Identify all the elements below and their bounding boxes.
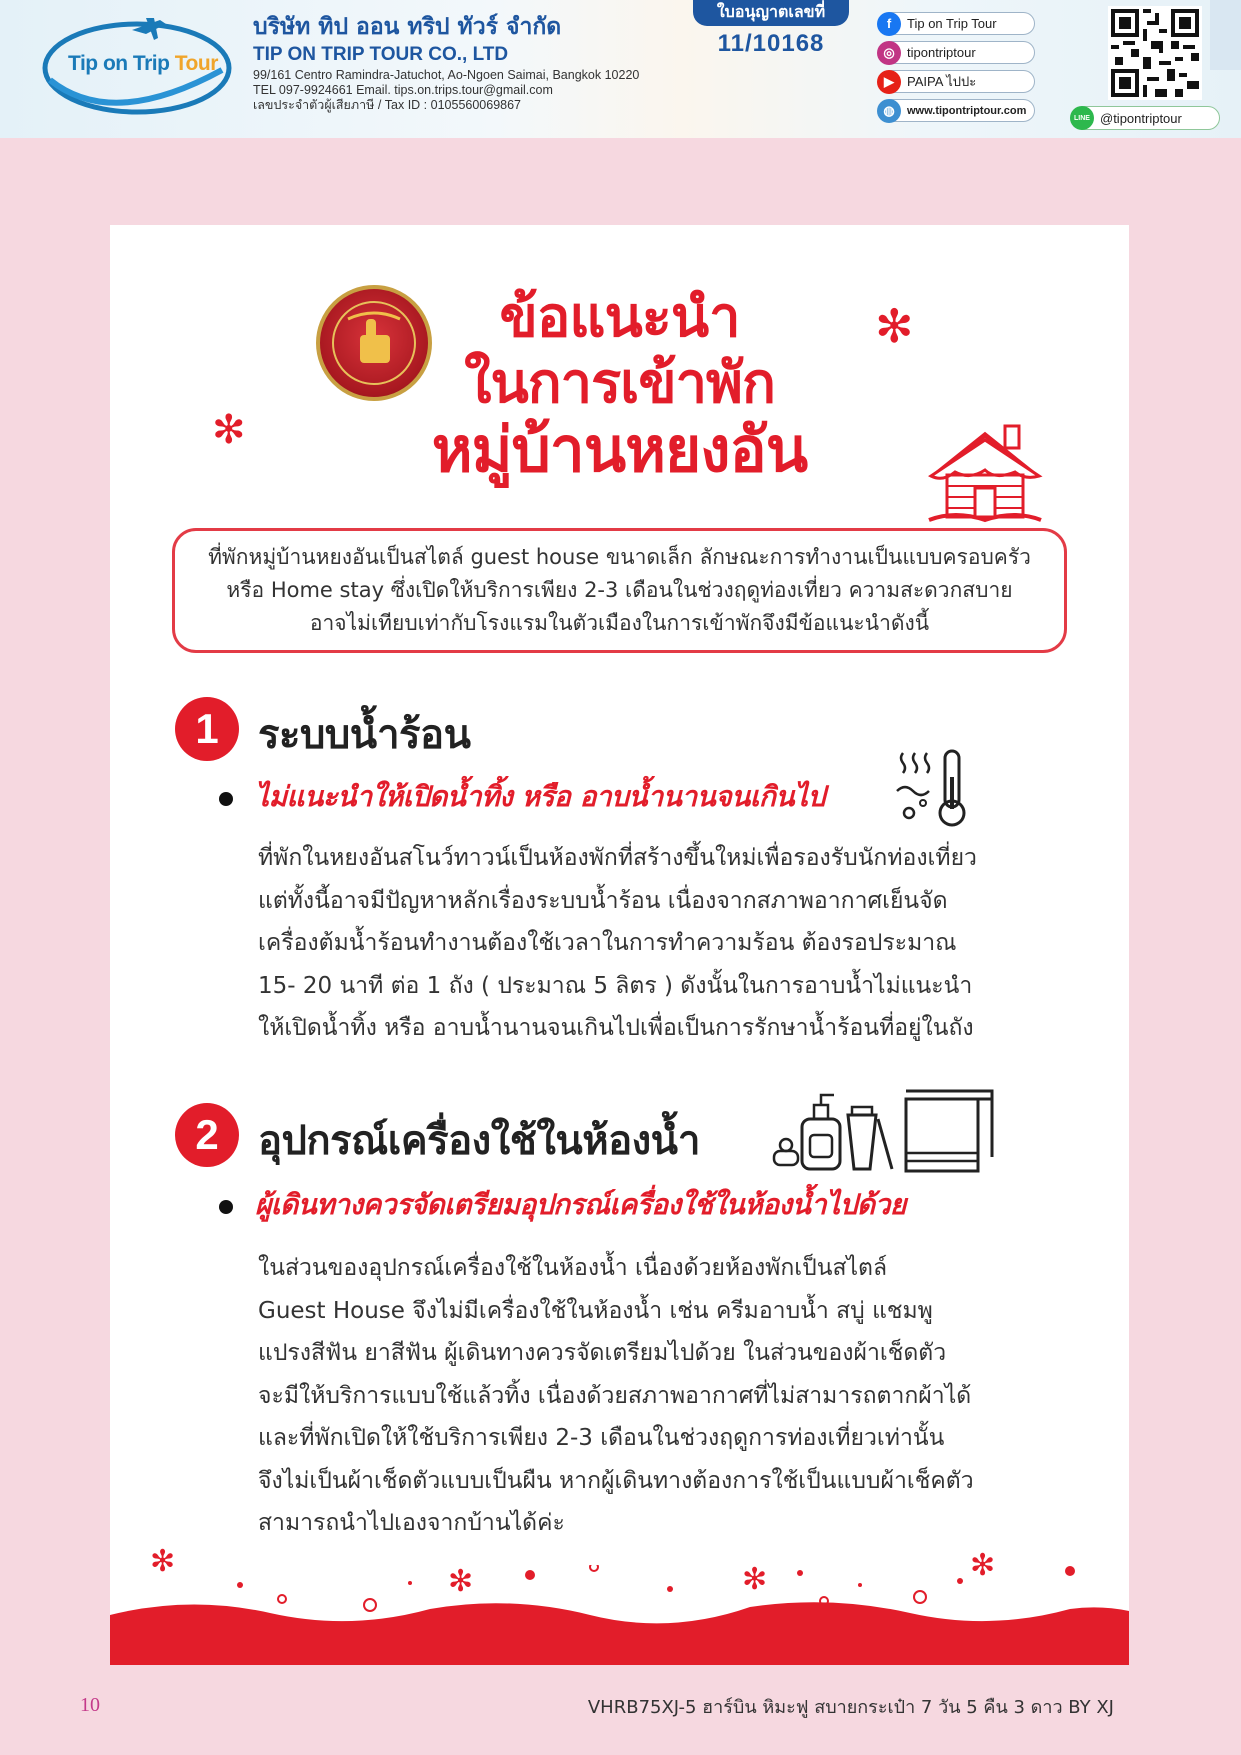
poster-title-line-2: ในการเข้าพัก: [464, 351, 775, 416]
section-1-body: [258, 837, 977, 1050]
snowflake-icon: ✻: [742, 1562, 768, 1597]
youtube-link[interactable]: [880, 70, 1035, 93]
youtube-icon: ▶: [877, 70, 901, 94]
qr-code: [1108, 6, 1202, 100]
line-label: @tipontriptour: [1100, 110, 1182, 126]
body-line: Guest House จึงไม่มีเครื่องใช้ในห้องน้ำ เช่น ครีมอาบน้ำ สบู่ แชมพู: [258, 1297, 933, 1324]
youtube-label: PAIPA ไปปะ: [907, 74, 977, 89]
advice-poster: [110, 225, 1129, 1665]
license-label: ใบอนุญาตเลขที่: [693, 0, 849, 26]
section-2-body: [258, 1247, 974, 1545]
body-line: ในส่วนของอุปกรณ์เครื่องใช้ในห้องน้ำ เนื่องด้วยห้องพักเป็นสไตล์: [258, 1255, 888, 1281]
body-line: แปรงสีฟัน ยาสีฟัน ผู้เดินทางควรจัดเตรียมไปด้วย ในส่วนของผ้าเช็ดตัว: [258, 1340, 947, 1366]
company-address: 99/161 Centro Ramindra-Jatuchot, Ao-Ngoen Saimai, Bangkok 10220: [253, 68, 640, 82]
body-line: จะมีให้บริการแบบใช้แล้วทิ้ง เนื่องด้วยสภาพอากาศที่ไม่สามารถตากผ้าได้: [258, 1382, 972, 1409]
footer-program-title: VHRB75XJ-5 ฮาร์บิน หิมะฟู สบายกระเป๋า 7 วัน 5 คืน 3 ดาว BY XJ: [587, 1697, 1114, 1718]
web-icon: ◍: [877, 99, 901, 123]
line-link[interactable]: [1072, 106, 1220, 130]
instagram-label: tipontriptour: [907, 45, 976, 60]
company-info: [253, 12, 693, 113]
header-edge-tab: [1210, 0, 1241, 70]
license-block: [693, 0, 849, 64]
snowflake-icon: ✻: [212, 407, 246, 453]
body-line: เครื่องต้มน้ำร้อนทำงานต้องใช้เวลาในการทำความร้อน ต้องรอประมาณ: [258, 930, 957, 956]
website-link[interactable]: [880, 99, 1035, 122]
company-name-english: TIP ON TRIP TOUR CO., LTD: [253, 44, 509, 65]
website-label: www.tipontriptour.com: [907, 104, 1027, 117]
section-1-bullet: ไม่แนะนำให้เปิดน้ำทิ้ง หรือ อาบน้ำนานจนเกินไป: [255, 775, 825, 819]
license-number: 11/10168: [717, 30, 825, 57]
body-line: แต่ทั้งนี้อาจมีปัญหาหลักเรื่องระบบน้ำร้อน เนื่องจากสภาพอากาศเย็นจัด: [258, 887, 948, 914]
social-links: [880, 12, 1035, 128]
body-line: จึงไม่เป็นผ้าเช็ดตัวแบบเป็นผืน หากผู้เดินทางต้องการใช้เป็นแบบผ้าเช็คตัว: [258, 1467, 974, 1494]
section-2-number: 2: [175, 1103, 239, 1167]
qr-code-icon: [1111, 9, 1199, 97]
facebook-label: Tip on Trip Tour: [907, 16, 997, 31]
intro-line: อาจไม่เทียบเท่ากับโรงแรมในตัวเมืองในการเข้าพักจึงมีข้อแนะนำดังนี้: [309, 611, 930, 635]
intro-line: ที่พักหมู่บ้านหยงอันเป็นสไตล์ guest house ขนาดเล็ก ลักษณะการทำงานเป็นแบบครอบครัว: [208, 545, 1031, 569]
body-line: และที่พักเปิดให้ใช้บริการเพียง 2-3 เดือนในช่วงฤดูการท่องเที่ยวเท่านั้น: [258, 1425, 945, 1451]
facebook-icon: f: [877, 12, 901, 36]
intro-box: [172, 528, 1067, 653]
body-line: 15- 20 นาที ต่อ 1 ถัง ( ประมาณ 5 ลิตร ) ดังนั้นในการอาบน้ำไม่แนะนำ: [258, 972, 973, 999]
bathroom-items-icon: [772, 1085, 1012, 1175]
section-1-title: ระบบน้ำร้อน: [258, 712, 471, 758]
thermometer-icon: [895, 747, 975, 833]
company-logo: [42, 10, 232, 120]
company-name-thai: บริษัท ทิป ออน ทริป ทัวร์ จำกัด: [253, 14, 562, 40]
facebook-link[interactable]: [880, 12, 1035, 35]
section-1-number: 1: [175, 697, 239, 761]
snowflake-icon: ✻: [150, 1544, 176, 1579]
logo-text-accent: Tour: [174, 52, 218, 75]
intro-line: หรือ Home stay ซึ่งเปิดให้บริการเพียง 2-3 เดือนในช่วงฤดูท่องเที่ยว ความสะดวกสบาย: [226, 578, 1013, 602]
instagram-icon: ◎: [877, 41, 901, 65]
page-header: [0, 0, 1241, 138]
poster-title-line-3: หมู่บ้านหยงอัน: [431, 413, 808, 486]
instagram-link[interactable]: [880, 41, 1035, 64]
snowflake-icon: ✻: [448, 1564, 474, 1599]
body-line: ให้เปิดน้ำทิ้ง หรือ อาบน้ำนานจนเกินไปเพื่อเป็นการรักษาน้ำร้อนที่อยู่ในถัง: [258, 1015, 974, 1041]
section-2-bullet: ผู้เดินทางควรจัดเตรียมอุปกรณ์เครื่องใช้ในห้องน้ำไปด้วย: [255, 1183, 906, 1227]
company-tax-id: เลขประจำตัวผู้เสียภาษี / Tax ID : 0105560069867: [253, 98, 522, 112]
line-icon: LINE: [1070, 106, 1094, 130]
body-line: ที่พักในหยงอันสโนว์ทาวน์เป็นห้องพักที่สร้างขึ้นใหม่เพื่อรองรับนักท่องเที่ยว: [258, 845, 977, 871]
snowflake-icon: ✻: [970, 1548, 996, 1583]
body-line: สามารถนำไปเองจากบ้านได้ค่ะ: [258, 1510, 565, 1536]
logo-text-primary: Tip on Trip: [68, 52, 175, 75]
poster-title-line-1: ข้อแนะนำ: [499, 285, 740, 350]
logo-text: [68, 52, 218, 76]
snowy-house-icon: [925, 420, 1045, 530]
page-number: 10: [80, 1694, 100, 1716]
company-contact: TEL 097-9924661 Email. tips.on.trips.tour@gmail.com: [253, 83, 553, 97]
snowflake-icon: ✻: [875, 299, 914, 353]
section-2-title: อุปกรณ์เครื่องใช้ในห้องน้ำ: [258, 1118, 700, 1164]
